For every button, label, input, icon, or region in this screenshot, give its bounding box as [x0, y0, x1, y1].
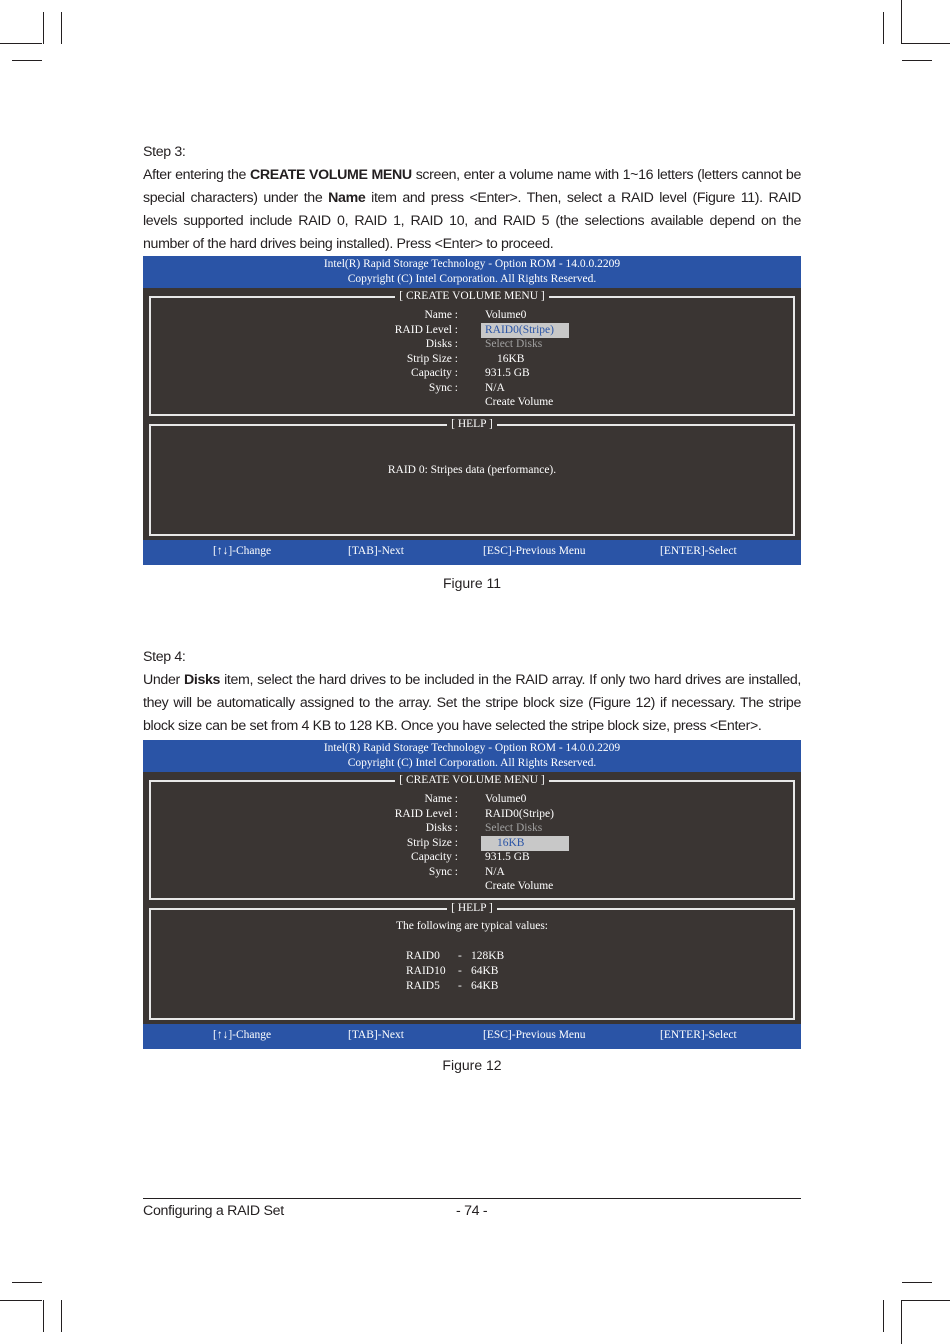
sync-label: Sync :: [428, 382, 458, 394]
raid-level-label: RAID Level :: [394, 324, 458, 336]
step3-paragraph: After entering the CREATE VOLUME MENU screen, enter a volume name with 1~16 letters (letters cannot be special characters) under the Name item and press <Enter>. Then, select a RAID level (Figure 11). RAID levels supported include RAID 0, RAID 1, RAID 10, and RAID 5 (the selections available depend on the number of the hard drives being installed). Press <Enter> to proceed.: [143, 167, 801, 252]
figure12-bios-screen: [143, 740, 801, 1049]
typical-row: RAID10 - 64KB: [406, 965, 499, 977]
crop-mark: [12, 1282, 42, 1283]
previous-menu-key-hint: [ESC]-Previous Menu: [483, 1029, 586, 1041]
strip-size-label: Strip Size :: [406, 837, 458, 849]
crop-mark: [12, 60, 42, 61]
figure11-caption: Figure 11: [442, 575, 502, 591]
crop-mark: [0, 1300, 42, 1301]
capacity-value[interactable]: 931.5 GB: [485, 367, 530, 379]
create-volume-button[interactable]: Create Volume: [485, 880, 554, 892]
bios-header: [143, 740, 801, 772]
help-box: [149, 418, 795, 536]
sync-label: Sync :: [428, 866, 458, 878]
crop-mark: [902, 1282, 932, 1283]
next-key-hint: [TAB]-Next: [348, 545, 404, 557]
crop-mark: [61, 1300, 62, 1332]
step3-section: [143, 141, 801, 256]
bios-copyright: Copyright (C) Intel Corporation. All Rights Reserved.: [347, 756, 597, 769]
name-label: Name :: [424, 793, 458, 805]
create-volume-button[interactable]: Create Volume: [485, 396, 554, 408]
sync-value: N/A: [485, 866, 505, 878]
bios-footer: [143, 540, 801, 565]
help-intro: The following are typical values:: [395, 920, 548, 932]
name-label: Name :: [424, 309, 458, 321]
crop-mark: [883, 12, 884, 44]
page-footer: [143, 1198, 801, 1219]
figure12-caption: Figure 12: [442, 1057, 502, 1073]
raid-level-value[interactable]: RAID0(Stripe): [481, 323, 569, 338]
create-volume-menu: [149, 290, 795, 416]
crop-mark: [43, 1300, 44, 1332]
crop-mark: [883, 1300, 884, 1332]
sync-value: N/A: [485, 382, 505, 394]
menu-title: [ CREATE VOLUME MENU ]: [395, 290, 548, 302]
help-title: [ HELP ]: [447, 418, 497, 430]
crop-mark: [901, 0, 902, 44]
crop-mark: [901, 1300, 902, 1344]
bios-title: Intel(R) Rapid Storage Technology - Option ROM - 14.0.0.2209: [323, 742, 621, 754]
name-value[interactable]: Volume0: [485, 793, 527, 805]
strip-size-label: Strip Size :: [406, 353, 458, 365]
disks-value[interactable]: Select Disks: [485, 338, 543, 350]
step3-heading: Step 3:: [143, 144, 186, 160]
raid-level-value[interactable]: RAID0(Stripe): [485, 808, 554, 820]
crop-mark: [902, 1300, 950, 1301]
strip-size-value[interactable]: 16KB: [481, 836, 569, 851]
bios-footer: [143, 1024, 801, 1049]
bios-title: Intel(R) Rapid Storage Technology - Option ROM - 14.0.0.2209: [323, 258, 621, 270]
select-key-hint: [ENTER]-Select: [660, 545, 737, 557]
create-volume-menu: [149, 774, 795, 900]
crop-mark: [43, 12, 44, 44]
change-key-hint: [↑↓]-Change: [213, 1029, 272, 1041]
crop-mark: [0, 43, 42, 44]
step4-heading: Step 4:: [143, 649, 186, 665]
footer-section-title: Configuring a RAID Set: [143, 1203, 284, 1219]
typical-row: RAID5 - 64KB: [406, 980, 499, 992]
bios-copyright: Copyright (C) Intel Corporation. All Rights Reserved.: [347, 272, 597, 285]
previous-menu-key-hint: [ESC]-Previous Menu: [483, 545, 586, 557]
page-number: - 74 -: [456, 1203, 488, 1219]
change-key-hint: [↑↓]-Change: [213, 545, 272, 557]
crop-mark: [902, 60, 932, 61]
crop-mark: [61, 12, 62, 44]
help-title: [ HELP ]: [447, 902, 497, 914]
disks-label: Disks :: [425, 822, 458, 834]
raid-level-label: RAID Level :: [394, 808, 458, 820]
capacity-value[interactable]: 931.5 GB: [485, 851, 530, 863]
select-key-hint: [ENTER]-Select: [660, 1029, 737, 1041]
step4-paragraph: Under Disks item, select the hard drives to be included in the RAID array. If only two hard drives are installed, they will be automatically assigned to the array. Set the stripe block size (Figure 12) if necessary. The stripe block size can be set from 4 KB to 128 KB. Once you have selected the stripe block size, press <Enter>.: [143, 672, 801, 734]
strip-size-value[interactable]: 16KB: [497, 353, 525, 365]
help-box: [149, 902, 795, 1020]
crop-mark: [902, 43, 950, 44]
capacity-label: Capacity :: [411, 367, 458, 379]
typical-row: RAID0 - 128KB: [406, 950, 505, 962]
disks-label: Disks :: [425, 338, 458, 350]
step4-section: [143, 646, 801, 738]
figure11-bios-screen: [143, 256, 801, 565]
disks-value[interactable]: Select Disks: [485, 822, 543, 834]
capacity-label: Capacity :: [411, 851, 458, 863]
next-key-hint: [TAB]-Next: [348, 1029, 404, 1041]
bios-header: [143, 256, 801, 288]
name-value[interactable]: Volume0: [485, 309, 527, 321]
help-text: RAID 0: Stripes data (performance).: [387, 464, 557, 476]
menu-title: [ CREATE VOLUME MENU ]: [395, 774, 548, 786]
